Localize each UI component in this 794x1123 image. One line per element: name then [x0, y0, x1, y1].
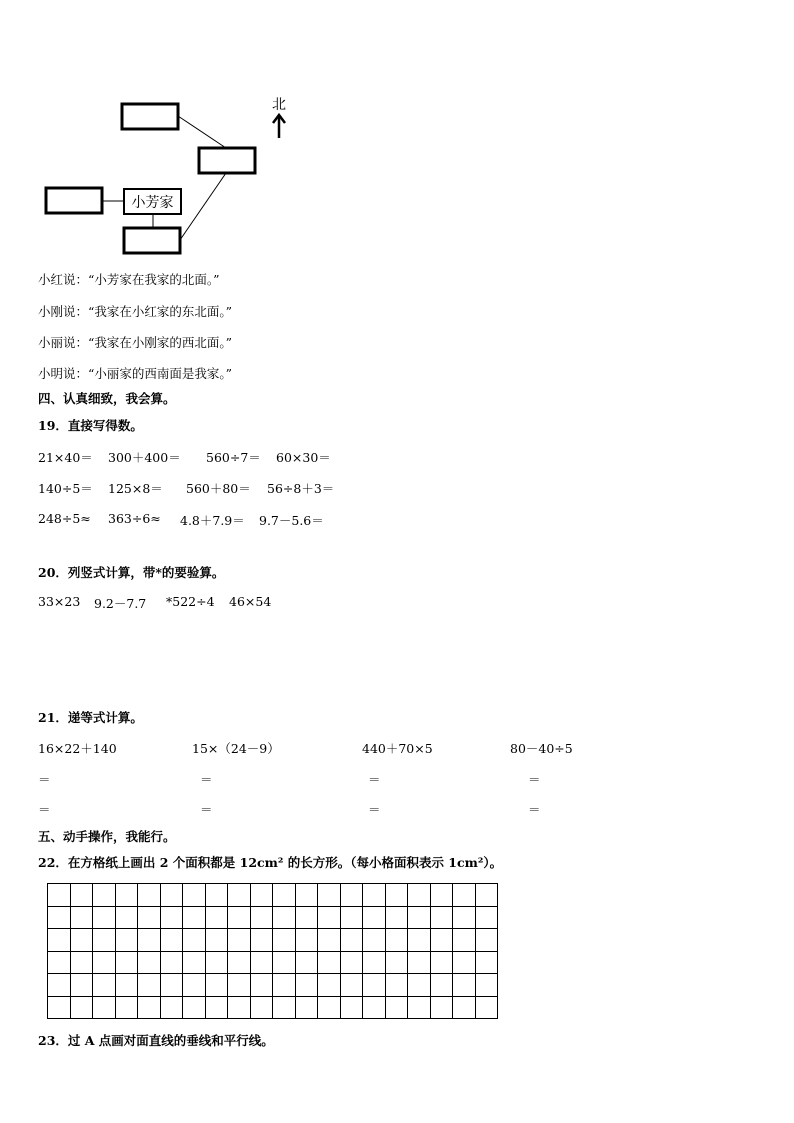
blank-box-xiaohong[interactable] — [124, 228, 180, 253]
grid-cell[interactable] — [295, 951, 318, 974]
q20-expression: 46×54 — [229, 594, 272, 609]
blank-box-xiaoming[interactable] — [46, 188, 102, 213]
q19-expression: 300＋400＝ — [108, 450, 181, 465]
grid-cell[interactable] — [318, 929, 341, 952]
grid-cell[interactable] — [183, 906, 206, 929]
grid-cell[interactable] — [430, 929, 453, 952]
grid-cell[interactable] — [273, 929, 296, 952]
grid-cell[interactable] — [430, 974, 453, 997]
grid-cell[interactable] — [295, 906, 318, 929]
grid-cell[interactable] — [70, 884, 93, 907]
grid-cell[interactable] — [48, 951, 71, 974]
grid-cell[interactable] — [138, 884, 161, 907]
connector-line-diagonal — [180, 173, 226, 240]
q21-equals-sign: ＝ — [528, 772, 541, 787]
grid-cell[interactable] — [408, 884, 431, 907]
q21-equals-sign: ＝ — [200, 802, 213, 817]
grid-cell[interactable] — [228, 996, 251, 1019]
grid-cell[interactable] — [205, 884, 228, 907]
q19-expression: 60×30＝ — [276, 450, 331, 465]
grid-cell[interactable] — [228, 974, 251, 997]
grid-cell[interactable] — [273, 906, 296, 929]
grid-cell[interactable] — [93, 906, 116, 929]
grid-cell[interactable] — [93, 929, 116, 952]
q21-expression: 440＋70×5 — [362, 741, 433, 756]
grid-cell[interactable] — [385, 884, 408, 907]
q19-expression: 248÷5≈ — [38, 511, 91, 526]
grid-cell[interactable] — [408, 906, 431, 929]
grid-cell[interactable] — [138, 951, 161, 974]
grid-cell[interactable] — [250, 929, 273, 952]
statement-3: 小丽说：“我家在小刚家的西北面。” — [38, 335, 233, 350]
grid-row — [48, 929, 498, 952]
grid-cell[interactable] — [295, 974, 318, 997]
grid-cell[interactable] — [340, 996, 363, 1019]
grid-cell[interactable] — [385, 929, 408, 952]
section-5-title: 五、动手操作，我能行。 — [38, 829, 176, 844]
grid-cell[interactable] — [408, 996, 431, 1019]
grid-cell[interactable] — [295, 996, 318, 1019]
blank-box-xiaogang[interactable] — [199, 148, 255, 173]
grid-cell[interactable] — [318, 951, 341, 974]
grid-cell[interactable] — [273, 951, 296, 974]
grid-cell[interactable] — [138, 929, 161, 952]
statement-1: 小红说：“小芳家在我家的北面。” — [38, 272, 220, 287]
grid-row — [48, 974, 498, 997]
grid-cell[interactable] — [250, 996, 273, 1019]
grid-cell[interactable] — [430, 996, 453, 1019]
q19-expression: 9.7－5.6＝ — [259, 513, 324, 528]
grid-cell[interactable] — [183, 884, 206, 907]
grid-cell[interactable] — [340, 951, 363, 974]
q23-title: 23．过 A 点画对面直线的垂线和平行线。 — [38, 1033, 274, 1048]
grid-cell[interactable] — [160, 974, 183, 997]
q19-expression: 4.8＋7.9＝ — [180, 513, 245, 528]
section-4-title: 四、认真细致，我会算。 — [38, 391, 176, 406]
q21-equals-sign: ＝ — [528, 802, 541, 817]
grid-cell[interactable] — [385, 974, 408, 997]
grid-cell[interactable] — [93, 951, 116, 974]
grid-cell[interactable] — [205, 906, 228, 929]
q20-expression: *522÷4 — [166, 594, 215, 609]
grid-cell[interactable] — [475, 951, 498, 974]
grid-cell[interactable] — [318, 974, 341, 997]
grid-cell[interactable] — [273, 884, 296, 907]
q19-title: 19．直接写得数。 — [38, 418, 143, 433]
q21-expression: 16×22＋140 — [38, 741, 117, 756]
grid-cell[interactable] — [205, 951, 228, 974]
grid-cell[interactable] — [408, 929, 431, 952]
q21-equals-sign: ＝ — [38, 802, 51, 817]
grid-cell[interactable] — [70, 974, 93, 997]
grid-cell[interactable] — [48, 906, 71, 929]
grid-cell[interactable] — [385, 996, 408, 1019]
north-label: 北 — [272, 97, 286, 113]
grid-cell[interactable] — [160, 996, 183, 1019]
grid-cell[interactable] — [160, 906, 183, 929]
grid-cell[interactable] — [453, 974, 476, 997]
grid-cell[interactable] — [318, 906, 341, 929]
grid-cell[interactable] — [340, 884, 363, 907]
grid-cell[interactable] — [160, 929, 183, 952]
grid-cell[interactable] — [318, 884, 341, 907]
grid-row — [48, 906, 498, 929]
grid-cell[interactable] — [70, 996, 93, 1019]
q21-equals-sign: ＝ — [38, 772, 51, 787]
grid-cell[interactable] — [295, 884, 318, 907]
grid-cell[interactable] — [273, 996, 296, 1019]
q21-expression: 15×（24－9） — [192, 741, 280, 756]
grid-cell[interactable] — [48, 929, 71, 952]
grid-cell[interactable] — [340, 974, 363, 997]
q19-expression: 56÷8＋3＝ — [267, 481, 335, 496]
grid-cell[interactable] — [183, 996, 206, 1019]
grid-cell[interactable] — [48, 884, 71, 907]
grid-cell[interactable] — [408, 951, 431, 974]
grid-cell[interactable] — [340, 906, 363, 929]
grid-cell[interactable] — [228, 951, 251, 974]
grid-cell[interactable] — [295, 929, 318, 952]
grid-cell[interactable] — [93, 974, 116, 997]
grid-cell[interactable] — [250, 951, 273, 974]
grid-cell[interactable] — [115, 884, 138, 907]
q19-expression: 125×8＝ — [108, 481, 163, 496]
statement-4: 小明说：“小丽家的西南面是我家。” — [38, 366, 233, 381]
q20-expression: 33×23 — [38, 594, 81, 609]
grid-cell[interactable] — [363, 906, 386, 929]
q19-expression: 560÷7＝ — [206, 450, 261, 465]
grid-cell[interactable] — [250, 884, 273, 907]
grid-cell[interactable] — [93, 884, 116, 907]
q21-equals-sign: ＝ — [368, 772, 381, 787]
grid-cell[interactable] — [385, 951, 408, 974]
statement-2: 小刚说：“我家在小红家的东北面。” — [38, 304, 233, 319]
grid-cell[interactable] — [183, 951, 206, 974]
grid-cell[interactable] — [453, 929, 476, 952]
grid-cell[interactable] — [430, 906, 453, 929]
grid-cell[interactable] — [205, 974, 228, 997]
grid-cell[interactable] — [183, 929, 206, 952]
grid-cell[interactable] — [115, 974, 138, 997]
grid-cell[interactable] — [475, 929, 498, 952]
direction-diagram — [40, 90, 300, 260]
grid-cell[interactable] — [250, 974, 273, 997]
grid-row — [48, 996, 498, 1019]
grid-cell[interactable] — [115, 996, 138, 1019]
grid-cell[interactable] — [385, 906, 408, 929]
grid-cell[interactable] — [408, 974, 431, 997]
grid-cell[interactable] — [363, 951, 386, 974]
grid-cell[interactable] — [363, 996, 386, 1019]
grid-cell[interactable] — [340, 929, 363, 952]
grid-cell[interactable] — [363, 884, 386, 907]
grid-cell[interactable] — [250, 906, 273, 929]
grid-cell[interactable] — [70, 951, 93, 974]
grid-cell[interactable] — [453, 884, 476, 907]
q20-expression: 9.2－7.7 — [94, 596, 147, 611]
grid-cell[interactable] — [138, 906, 161, 929]
grid-cell[interactable] — [363, 974, 386, 997]
grid-cell[interactable] — [475, 906, 498, 929]
q21-title: 21．递等式计算。 — [38, 710, 143, 725]
grid-cell[interactable] — [205, 929, 228, 952]
grid-cell[interactable] — [183, 974, 206, 997]
grid-cell[interactable] — [453, 906, 476, 929]
grid-cell[interactable] — [475, 884, 498, 907]
q21-equals-sign: ＝ — [368, 802, 381, 817]
grid-cell[interactable] — [453, 951, 476, 974]
grid-cell[interactable] — [453, 996, 476, 1019]
grid-cell[interactable] — [475, 974, 498, 997]
grid-cell[interactable] — [48, 974, 71, 997]
q21-equals-sign: ＝ — [200, 772, 213, 787]
grid-cell[interactable] — [228, 884, 251, 907]
q21-expression: 80－40÷5 — [510, 741, 573, 756]
grid-cell[interactable] — [115, 906, 138, 929]
grid-cell[interactable] — [115, 951, 138, 974]
grid-cell[interactable] — [228, 906, 251, 929]
q19-expression: 140÷5＝ — [38, 481, 93, 496]
square-grid[interactable] — [47, 883, 498, 1019]
grid-cell[interactable] — [430, 951, 453, 974]
grid-row — [48, 884, 498, 907]
grid-cell[interactable] — [115, 929, 138, 952]
grid-cell[interactable] — [70, 929, 93, 952]
grid-cell[interactable] — [70, 906, 93, 929]
grid-cell[interactable] — [138, 974, 161, 997]
grid-cell[interactable] — [363, 929, 386, 952]
center-box-label: 小芳家 — [131, 195, 174, 211]
grid-cell[interactable] — [475, 996, 498, 1019]
connector-line-top — [178, 116, 226, 148]
grid-cell[interactable] — [93, 996, 116, 1019]
grid-cell[interactable] — [205, 996, 228, 1019]
grid-cell[interactable] — [48, 996, 71, 1019]
grid-cell[interactable] — [160, 951, 183, 974]
grid-cell[interactable] — [318, 996, 341, 1019]
q19-expression: 21×40＝ — [38, 450, 93, 465]
q19-expression: 363÷6≈ — [108, 511, 161, 526]
grid-cell[interactable] — [228, 929, 251, 952]
grid-cell[interactable] — [160, 884, 183, 907]
q20-title: 20．列竖式计算，带*的要验算。 — [38, 565, 225, 580]
grid-cell[interactable] — [430, 884, 453, 907]
grid-cell[interactable] — [273, 974, 296, 997]
blank-box-xiaoli[interactable] — [122, 104, 178, 129]
grid-cell[interactable] — [138, 996, 161, 1019]
q19-expression: 560＋80＝ — [186, 481, 251, 496]
grid-row — [48, 951, 498, 974]
q22-title: 22．在方格纸上画出 2 个面积都是 12cm² 的长方形。（每小格面积表示 1cm²）。 — [38, 855, 503, 870]
